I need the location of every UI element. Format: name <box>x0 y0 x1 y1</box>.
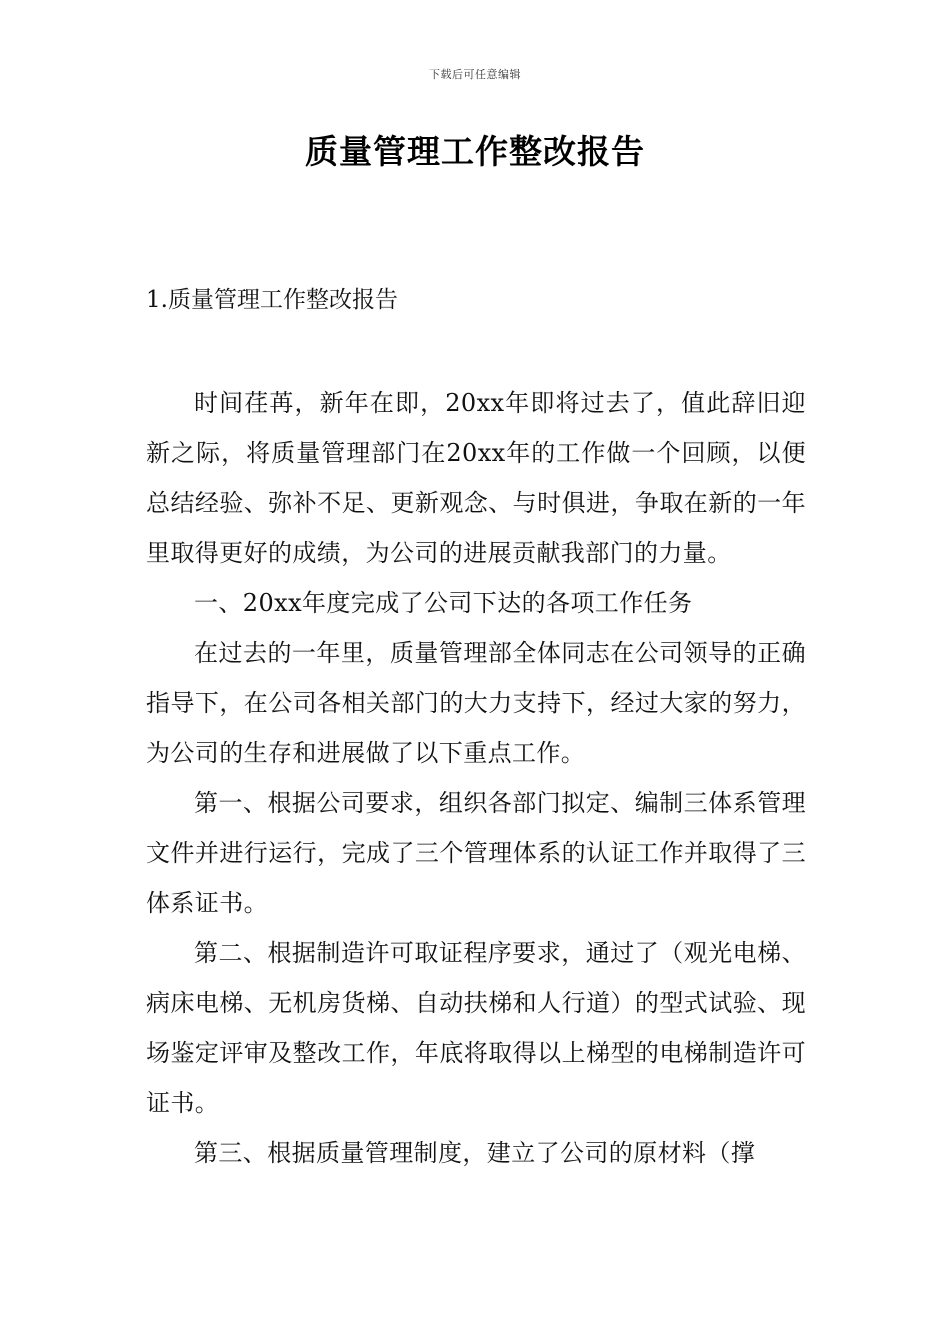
paragraph-second: 第二、根据制造许可取证程序要求，通过了（观光电梯、病床电梯、无机房货梯、自动扶梯和人行道）的型式试验、现场鉴定评审及整改工作，年底将取得以上梯型的电梯制造许可证书。 <box>146 939 806 1117</box>
paragraph-third: 第三、根据质量管理制度，建立了公司的原材料（撑 <box>194 1139 756 1167</box>
section-heading: 1.质量管理工作整改报告 <box>146 287 398 313</box>
header-note: 下载后可任意编辑 <box>429 68 521 81</box>
paragraph-subheading: 一、20xx年度完成了公司下达的各项工作任务 <box>194 589 693 617</box>
paragraph-first: 第一、根据公司要求，组织各部门拟定、编制三体系管理文件并进行运行，完成了三个管理体系的认证工作并取得了三体系证书。 <box>146 789 806 917</box>
document-title: 质量管理工作整改报告 <box>305 132 645 171</box>
paragraph-overview: 在过去的一年里，质量管理部全体同志在公司领导的正确指导下，在公司各相关部门的大力支持下，经过大家的努力，为公司的生存和进展做了以下重点工作。 <box>146 639 806 767</box>
document-body <box>146 378 806 1178</box>
paragraph-intro: 时间荏苒，新年在即，20xx年即将过去了，值此辞旧迎新之际，将质量管理部门在20xx年的工作做一个回顾，以便总结经验、弥补不足、更新观念、与时俱进，争取在新的一年里取得更好的成绩，为公司的进展贡献我部门的力量。 <box>146 389 806 567</box>
